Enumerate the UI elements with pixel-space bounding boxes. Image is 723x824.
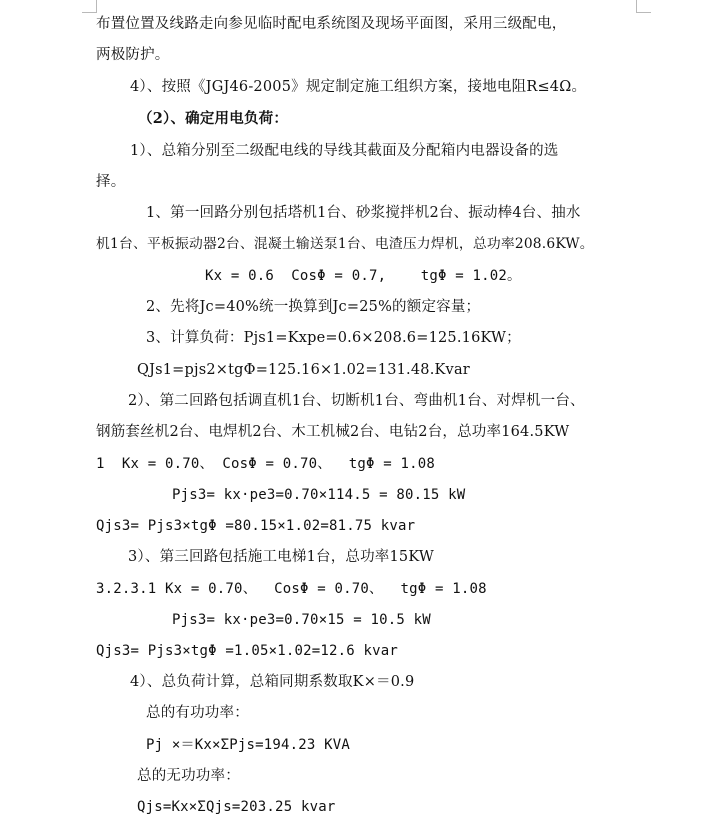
- paragraph-line: 3）、第三回路包括施工电梯1台，总功率15KW: [128, 549, 434, 565]
- paragraph-line: 钢筋套丝机2台、电焊机2台、木工机械2台、电钻2台，总功率164.5KW: [96, 424, 570, 440]
- page-corner-mark-right: [636, 0, 651, 13]
- formula-line: Qjs=Kx×ΣQjs=203.25 kvar: [137, 799, 336, 815]
- paragraph-line: 机1台、平板振动器2台、混凝土输送泵1台、电渣压力焊机，总功率208.6KW。: [96, 236, 594, 252]
- formula-line: 3.2.3.1 Kx = 0.70、 CosΦ = 0.70、 tgΦ = 1.08: [96, 581, 487, 597]
- formula-line: Kx = 0.6 CosΦ = 0.7, tgΦ = 1.02。: [205, 268, 522, 284]
- paragraph-line: 择。: [96, 174, 126, 190]
- paragraph-line: 两极防护。: [96, 47, 170, 63]
- formula-line: Qjs3= Pjs3×tgΦ =1.05×1.02=12.6 kvar: [96, 643, 399, 659]
- page-corner-mark-left: [82, 0, 97, 13]
- paragraph-line: 1）、总箱分别至二级配电线的导线其截面及分配箱内电器设备的选: [130, 143, 559, 159]
- formula-line: Qjs3= Pjs3×tgΦ =80.15×1.02=81.75 kvar: [96, 518, 416, 534]
- paragraph-line: 3、计算负荷：Pjs1=Kxpe=0.6×208.6=125.16KW；: [146, 330, 521, 346]
- paragraph-line: 总的有功功率：: [146, 705, 249, 721]
- paragraph-line: 4）、按照《JGJ46-2005》规定制定施工组织方案，接地电阻R≤4Ω。: [130, 79, 587, 95]
- paragraph-line: 1、第一回路分别包括塔机1台、砂浆搅拌机2台、振动棒4台、抽水: [146, 205, 581, 221]
- paragraph-line: 2）、第二回路包括调直机1台、切断机1台、弯曲机1台、对焊机一台、: [128, 393, 585, 409]
- paragraph-line: 4）、总负荷计算，总箱同期系数取K×＝0.9: [130, 674, 415, 690]
- formula-line: 1 Kx = 0.70、 CosΦ = 0.70、 tgΦ = 1.08: [96, 456, 436, 472]
- formula-line: Pjs3= kx·pe3=0.70×114.5 = 80.15 kW: [172, 487, 466, 503]
- paragraph-line: 布置位置及线路走向参见临时配电系统图及现场平面图，采用三级配电，: [96, 16, 567, 32]
- section-heading: （2）、确定用电负荷：: [138, 110, 289, 127]
- formula-line: Pj ×＝Kx×ΣPjs=194.23 KVA: [146, 737, 351, 753]
- formula-line: QJs1=pjs2×tgΦ=125.16×1.02=131.48.Kvar: [137, 362, 470, 378]
- paragraph-line: 总的无功功率：: [137, 768, 240, 784]
- formula-line: Pjs3= kx·pe3=0.70×15 = 10.5 kW: [172, 612, 431, 628]
- paragraph-line: 2、先将Jc=40%统一换算到Jc=25%的额定容量；: [146, 299, 481, 315]
